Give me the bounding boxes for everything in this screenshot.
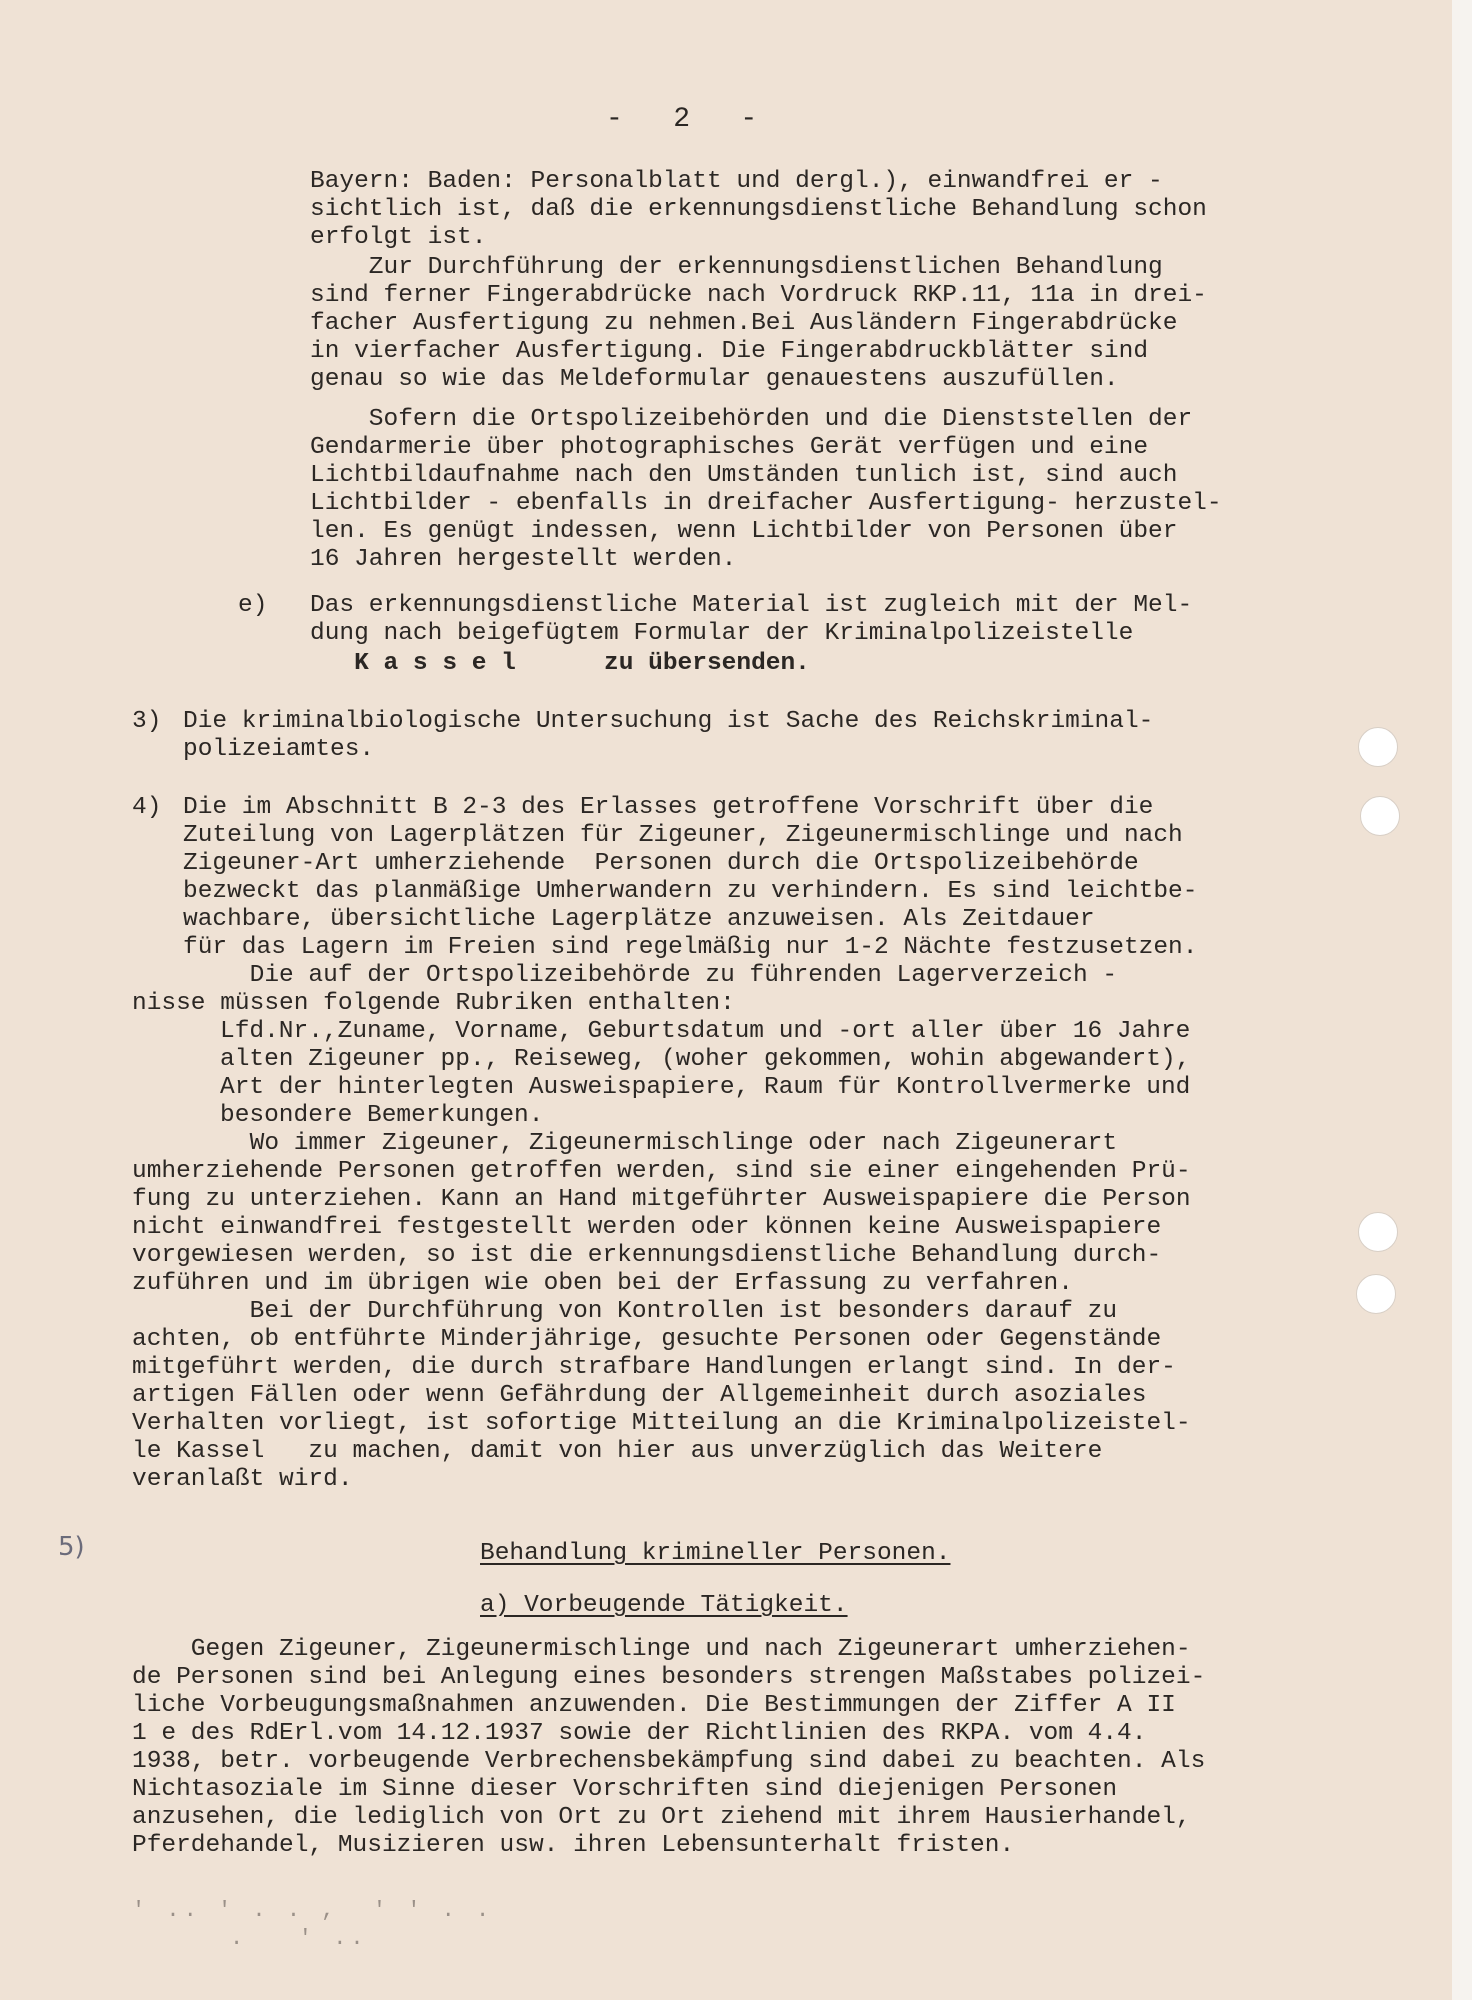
text-line: zuführen und im übrigen wie oben bei der Erfassung zu verfahren. xyxy=(132,1270,1073,1297)
text-line: anzusehen, die lediglich von Ort zu Ort ziehend mit ihrem Hausierhandel, xyxy=(132,1804,1191,1831)
item-label: e) xyxy=(238,592,268,619)
text-line: Nichtasoziale im Sinne dieser Vorschriften sind diejenigen Personen xyxy=(132,1776,1118,1803)
text-line: Lichtbildaufnahme nach den Umständen tunlich ist, sind auch xyxy=(310,462,1178,489)
text-line: alten Zigeuner pp., Reiseweg, (woher gekommen, wohin abgewandert), xyxy=(220,1046,1191,1073)
punch-hole xyxy=(1358,1212,1398,1252)
text-line: Gegen Zigeuner, Zigeunermischlinge und nach Zigeunerart umherziehen- xyxy=(132,1636,1191,1663)
text-line: Die kriminalbiologische Untersuchung ist Sache des Reichskriminal- xyxy=(183,708,1154,735)
text-line: Art der hinterlegten Ausweispapiere, Raum für Kontrollvermerke und xyxy=(220,1074,1191,1101)
text-line: für das Lagern im Freien sind regelmäßig nur 1-2 Nächte festzusetzen. xyxy=(183,934,1198,961)
text-line: besondere Bemerkungen. xyxy=(220,1102,544,1129)
text-line: Die auf der Ortspolizeibehörde zu führenden Lagerverzeich - xyxy=(132,962,1118,989)
text-line: Gendarmerie über photographisches Gerät verfügen und eine xyxy=(310,434,1149,461)
section-subheading: a) Vorbeugende Tätigkeit. xyxy=(480,1592,848,1619)
text-line: le Kassel zu machen, damit von hier aus unverzüglich das Weitere xyxy=(132,1438,1103,1465)
section-heading: Behandlung krimineller Personen. xyxy=(480,1540,951,1567)
text-line: veranlaßt wird. xyxy=(132,1466,353,1493)
text-line: 1 e des RdErl.vom 14.12.1937 sowie der Richtlinien des RKPA. vom 4.4. xyxy=(132,1720,1147,1747)
text-line: Zur Durchführung der erkennungsdienstlichen Behandlung xyxy=(310,254,1163,281)
text-line: dung nach beigefügtem Formular der Kriminalpolizeistelle xyxy=(310,620,1134,647)
item-label: 4) xyxy=(132,794,162,821)
text-line: Zigeuner-Art umherziehende Personen durch die Ortspolizeibehörde xyxy=(183,850,1139,877)
text-line: facher Ausfertigung zu nehmen.Bei Ausländern Fingerabdrücke xyxy=(310,310,1178,337)
text-line: wachbare, übersichtliche Lagerplätze anzuweisen. Als Zeitdauer xyxy=(183,906,1095,933)
text-line: artigen Fällen oder wenn Gefährdung der Allgemeinheit durch asoziales xyxy=(132,1382,1147,1409)
text-line: nicht einwandfrei festgestellt werden oder können keine Ausweispapiere xyxy=(132,1214,1162,1241)
text-line: erfolgt ist. xyxy=(310,224,487,251)
page-number: - 2 - xyxy=(606,104,758,135)
text-line: Sofern die Ortspolizeibehörden und die Dienststellen der xyxy=(310,406,1193,433)
text-line: Lichtbilder - ebenfalls in dreifacher Ausfertigung- herzustel- xyxy=(310,490,1222,517)
text-line: nisse müssen folgende Rubriken enthalten: xyxy=(132,990,735,1017)
text-line: 16 Jahren hergestellt werden. xyxy=(310,546,737,573)
text-line: Bayern: Baden: Personalblatt und dergl.), einwandfrei er - xyxy=(310,168,1163,195)
text-line: K a s s e l zu übersenden. xyxy=(310,650,810,677)
text-line: Wo immer Zigeuner, Zigeunermischlinge oder nach Zigeunerart xyxy=(132,1130,1118,1157)
text-line: mitgeführt werden, die durch strafbare Handlungen erlangt sind. In der- xyxy=(132,1354,1176,1381)
text-line: fung zu unterziehen. Kann an Hand mitgeführter Ausweispapiere die Person xyxy=(132,1186,1191,1213)
text-line: sichtlich ist, daß die erkennungsdienstliche Behandlung schon xyxy=(310,196,1207,223)
bleed-through-smudge: . ' .. xyxy=(230,1926,368,1951)
text-line: genau so wie das Meldeformular genauestens auszufüllen. xyxy=(310,366,1119,393)
text-line: achten, ob entführte Minderjährige, gesuchte Personen oder Gegenstände xyxy=(132,1326,1162,1353)
paper-edge xyxy=(1452,0,1472,2000)
text-line: liche Vorbeugungsmaßnahmen anzuwenden. Die Bestimmungen der Ziffer A II xyxy=(132,1692,1176,1719)
text-line: de Personen sind bei Anlegung eines besonders strengen Maßstabes polizei- xyxy=(132,1664,1206,1691)
punch-hole xyxy=(1360,796,1400,836)
text-line: Bei der Durchführung von Kontrollen ist besonders darauf zu xyxy=(132,1298,1118,1325)
punch-hole xyxy=(1356,1274,1396,1314)
text-line: umherziehende Personen getroffen werden, sind sie einer eingehenden Prü- xyxy=(132,1158,1191,1185)
text-line: Lfd.Nr.,Zuname, Vorname, Geburtsdatum und -ort aller über 16 Jahre xyxy=(220,1018,1191,1045)
text-line: Das erkennungsdienstliche Material ist zugleich mit der Mel- xyxy=(310,592,1193,619)
punch-hole xyxy=(1358,727,1398,767)
text-line: Verhalten vorliegt, ist sofortige Mitteilung an die Kriminalpolizeistel- xyxy=(132,1410,1191,1437)
bleed-through-smudge: ' .. ' . . , ' ' . . xyxy=(132,1898,494,1923)
text-line: Zuteilung von Lagerplätzen für Zigeuner, Zigeunermischlinge und nach xyxy=(183,822,1183,849)
text-line: in vierfacher Ausfertigung. Die Fingerabdruckblätter sind xyxy=(310,338,1149,365)
text-line: sind ferner Fingerabdrücke nach Vordruck RKP.11, 11a in drei- xyxy=(310,282,1207,309)
margin-note: 5) xyxy=(58,1532,85,1562)
text-line: Die im Abschnitt B 2-3 des Erlasses getroffene Vorschrift über die xyxy=(183,794,1154,821)
text-line: 1938, betr. vorbeugende Verbrechensbekämpfung sind dabei zu beachten. Als xyxy=(132,1748,1206,1775)
text-line: polizeiamtes. xyxy=(183,736,375,763)
item-label: 3) xyxy=(132,708,162,735)
text-line: Pferdehandel, Musizieren usw. ihren Lebensunterhalt fristen. xyxy=(132,1832,1015,1859)
text-line: len. Es genügt indessen, wenn Lichtbilder von Personen über xyxy=(310,518,1178,545)
text-line: bezweckt das planmäßige Umherwandern zu verhindern. Es sind leichtbe- xyxy=(183,878,1198,905)
text-line: vorgewiesen werden, so ist die erkennungsdienstliche Behandlung durch- xyxy=(132,1242,1162,1269)
